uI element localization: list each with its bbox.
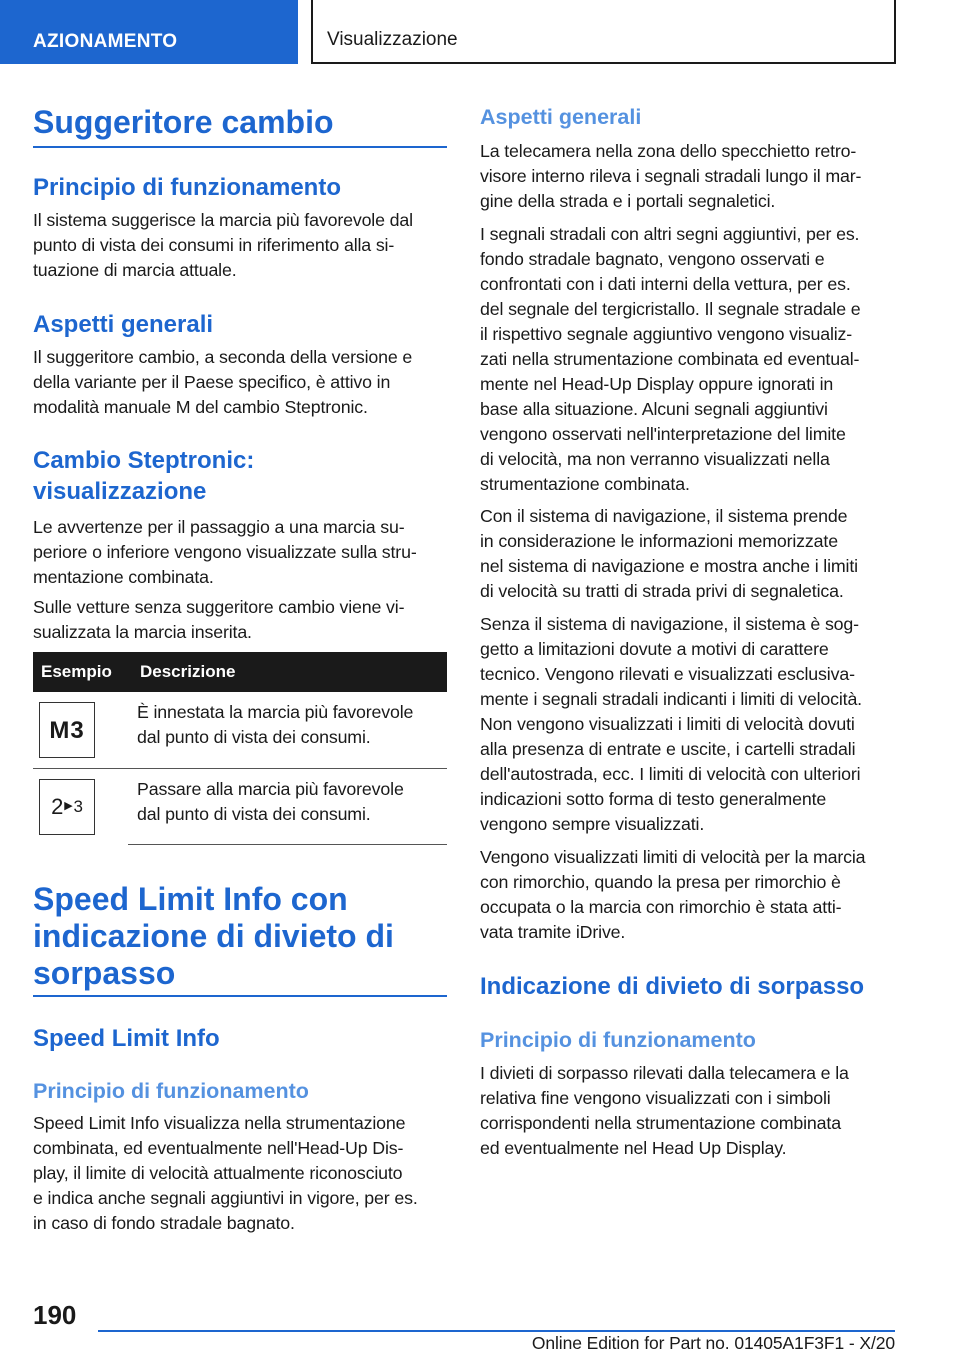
table-row bbox=[33, 768, 447, 844]
text-line: occupata o la marcia con rimorchio è stata atti- bbox=[480, 897, 842, 917]
text-line: Senza il sistema di navigazione, il sistema è sog- bbox=[480, 614, 859, 634]
table-cell-symbol bbox=[33, 768, 128, 844]
text-line: il rispettivo segnale aggiuntivo vengono visualiz- bbox=[480, 324, 853, 344]
text-line: Il suggeritore cambio, a seconda della versione e bbox=[33, 347, 413, 367]
text-line: modalità manuale M del cambio Steptronic. bbox=[33, 397, 368, 417]
text-line: tecnico. Vengono rilevati e visualizzati esclusiva- bbox=[480, 664, 855, 684]
text-line: tuazione di marcia attuale. bbox=[33, 260, 237, 280]
paragraph-principio bbox=[33, 208, 447, 283]
gear-indicator-table bbox=[33, 652, 447, 845]
table-row bbox=[33, 692, 447, 768]
gear-symbol-text: M3 bbox=[49, 716, 85, 744]
heading-gear-shift-indicator: Suggeritore cambio bbox=[33, 104, 447, 148]
table-cell-symbol bbox=[33, 692, 128, 768]
section-label: AZIONAMENTO bbox=[33, 31, 178, 52]
paragraph-divieto bbox=[480, 1061, 896, 1161]
footer-divider bbox=[98, 1330, 895, 1332]
text-line: getto a limitazioni dovute a motivi di carattere bbox=[480, 639, 829, 659]
section-tab bbox=[0, 0, 298, 64]
gear-m3-icon bbox=[39, 702, 95, 758]
text-line: Con il sistema di navigazione, il sistema prende bbox=[480, 506, 848, 526]
text-line: punto di vista dei consumi in riferimento alla si- bbox=[33, 235, 395, 255]
table-cell-description bbox=[128, 692, 447, 768]
text-line: gine della strada e i portali segnaletici. bbox=[480, 191, 776, 211]
text-line: nel sistema di navigazione e mostra anche i limiti bbox=[480, 556, 858, 576]
gear-to-text: 3 bbox=[73, 797, 83, 816]
text-line: relativa fine vengono visualizzati con i simboli bbox=[480, 1088, 831, 1108]
paragraph-steptronic-2 bbox=[33, 595, 447, 645]
text-line: Non vengono visualizzati i limiti di velocità dovuti bbox=[480, 714, 855, 734]
heading-divieto-principio: Principio di funzionamento bbox=[480, 1028, 756, 1052]
paragraph-1 bbox=[480, 139, 896, 214]
text-line: visore interno rileva i segnali stradali lungo il mar- bbox=[480, 166, 862, 186]
arrow-right-icon: ▶ bbox=[64, 800, 73, 812]
paragraph-3 bbox=[480, 504, 896, 604]
heading-steptronic bbox=[33, 445, 447, 507]
text-line: combinata, ed eventualmente nell'Head-Up Dis- bbox=[33, 1138, 404, 1158]
paragraph-sli-principio bbox=[33, 1111, 447, 1236]
heading-line: sorpasso bbox=[33, 955, 176, 991]
text-line: vata tramite iDrive. bbox=[480, 922, 626, 942]
text-line: alla presenza di entrate e uscite, i cartelli stradali bbox=[480, 739, 856, 759]
table-cell-description bbox=[128, 768, 447, 844]
text-line: Speed Limit Info visualizza nella strumentazione bbox=[33, 1113, 406, 1133]
text-line: dal punto di vista dei consumi. bbox=[137, 727, 371, 747]
text-line: strumentazione combinata. bbox=[480, 474, 690, 494]
footer-edition: Online Edition for Part no. 01405A1F3F1 - X/20 bbox=[531, 1333, 895, 1353]
heading-principio: Principio di funzionamento bbox=[33, 174, 341, 201]
gear-upshift-2-3-icon bbox=[39, 779, 95, 835]
text-line: Passare alla marcia più favorevole bbox=[137, 778, 404, 799]
heading-line: visualizzazione bbox=[33, 478, 207, 505]
text-line: in considerazione le informazioni memorizzate bbox=[480, 531, 838, 551]
text-line: fondo stradale bagnato, vengono osservati e bbox=[480, 249, 825, 269]
text-line: corrispondenti nella strumentazione combinata bbox=[480, 1113, 841, 1133]
text-line: sualizzata la marcia inserita. bbox=[33, 622, 252, 642]
heading-line: indicazione di divieto di bbox=[33, 918, 394, 954]
paragraph-aspetti bbox=[33, 345, 447, 420]
text-line: Sulle vetture senza suggeritore cambio viene vi- bbox=[33, 597, 405, 617]
text-line: e indica anche segnali aggiuntivi in vigore, per es. bbox=[33, 1188, 418, 1208]
text-line: di velocità su tratti di strada privi di segnaletica. bbox=[480, 581, 844, 601]
text-line: ed eventualmente nel Head Up Display. bbox=[480, 1138, 787, 1158]
text-line: Il sistema suggerisce la marcia più favorevole dal bbox=[33, 210, 413, 230]
text-line: play, il limite di velocità attualmente riconosciuto bbox=[33, 1163, 403, 1183]
heading-aspetti: Aspetti generali bbox=[33, 311, 214, 338]
chapter-title-box bbox=[311, 0, 896, 64]
text-line: vengono sempre visualizzati. bbox=[480, 814, 705, 834]
text-line: in caso di fondo stradale bagnato. bbox=[33, 1213, 295, 1233]
text-line: zati nella strumentazione combinata ed eventual- bbox=[480, 349, 860, 369]
text-line: di velocità, ma non verranno visualizzati nella bbox=[480, 449, 830, 469]
heading-aspetti-generali: Aspetti generali bbox=[480, 105, 642, 129]
text-line: Vengono visualizzati limiti di velocità per la marcia bbox=[480, 847, 866, 867]
text-line: La telecamera nella zona dello specchietto retro- bbox=[480, 141, 857, 161]
text-line: mentazione combinata. bbox=[33, 567, 214, 587]
gear-from-text: 2 bbox=[51, 794, 64, 819]
heading-line: Cambio Steptronic: bbox=[33, 447, 255, 474]
paragraph-4 bbox=[480, 612, 896, 837]
text-line: I segnali stradali con altri segni aggiuntivi, per es. bbox=[480, 224, 860, 244]
text-line: della variante per il Paese specifico, è attivo in bbox=[33, 372, 391, 392]
text-line: base alla situazione. Alcuni segnali aggiuntivi bbox=[480, 399, 828, 419]
text-line: dal punto di vista dei consumi. bbox=[137, 803, 371, 824]
text-line: mente i segnali stradali indicanti i limiti di velocità. bbox=[480, 689, 862, 709]
heading-divieto-sorpasso: Indicazione di divieto di sorpasso bbox=[480, 973, 865, 1000]
heading-sli-principio: Principio di funzionamento bbox=[33, 1079, 309, 1103]
text-line: confrontati con i dati interni della vettura, per es. bbox=[480, 274, 851, 294]
paragraph-2 bbox=[480, 222, 896, 497]
heading-sli: Speed Limit Info bbox=[33, 1025, 220, 1052]
chapter-label: Visualizzazione bbox=[327, 29, 458, 50]
text-line: Le avvertenze per il passaggio a una marcia su- bbox=[33, 517, 405, 537]
table-header-descrizione: Descrizione bbox=[128, 652, 447, 692]
text-line: vengono osservati nell'interpretazione del limite bbox=[480, 424, 846, 444]
text-line: mente nel Head-Up Display oppure ignorati in bbox=[480, 374, 834, 394]
text-line: del segnale del tergicristallo. Il segnale stradale e bbox=[480, 299, 861, 319]
text-line: dell'autostrada, ecc. I limiti di velocità con ulteriori bbox=[480, 764, 861, 784]
text-line: con rimorchio, quando la presa per rimorchio è bbox=[480, 872, 841, 892]
heading-speed-limit-info bbox=[33, 881, 447, 997]
page-number: 190 bbox=[33, 1300, 77, 1330]
paragraph-5 bbox=[480, 845, 896, 945]
text-line: indicazioni sotto forma di testo generalmente bbox=[480, 789, 827, 809]
heading-line: Speed Limit Info con bbox=[33, 881, 348, 917]
text-line: I divieti di sorpasso rilevati dalla telecamera e la bbox=[480, 1063, 849, 1083]
paragraph-steptronic-1 bbox=[33, 515, 447, 590]
text-line: È innestata la marcia più favorevole bbox=[137, 702, 414, 722]
text-line: periore o inferiore vengono visualizzate sulla stru- bbox=[33, 542, 417, 562]
table-header-esempio: Esempio bbox=[33, 652, 128, 692]
